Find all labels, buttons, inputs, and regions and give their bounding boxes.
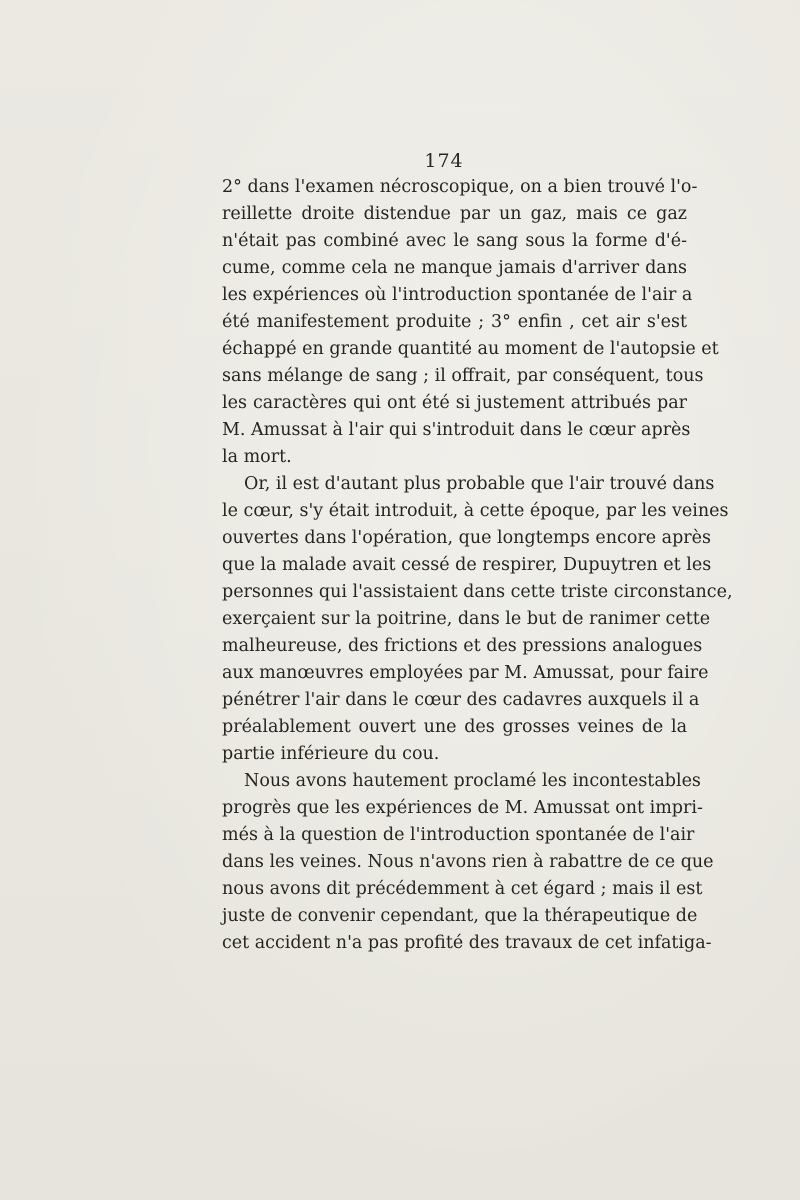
text-line: que la malade avait cessé de respirer, Dupuytren et les xyxy=(222,555,712,575)
text-line: cume, comme cela ne manque jamais d'arriver dans xyxy=(222,258,687,278)
text-line: personnes qui l'assistaient dans cette triste circonstance, xyxy=(222,582,733,602)
text-line: més à la question de l'introduction spontanée de l'air xyxy=(222,825,695,845)
text-line: nous avons dit précédemment à cet égard ; mais il est xyxy=(222,879,703,899)
text-line: aux manœuvres employées par M. Amussat, pour faire xyxy=(222,663,709,683)
text-line: les expériences où l'introduction spontanée de l'air a xyxy=(222,285,693,305)
text-line: la mort. xyxy=(222,447,292,467)
page-number: 174 xyxy=(424,150,464,172)
text-line: le cœur, s'y était introduit, à cette époque, par les veines xyxy=(222,501,729,521)
text-line: ouvertes dans l'opération, que longtemps encore après xyxy=(222,528,711,548)
text-line: les caractères qui ont été si justement attribués par xyxy=(222,393,687,413)
text-line: 2° dans l'examen nécroscopique, on a bien trouvé l'o- xyxy=(222,177,698,197)
text-line: préalablement ouvert une des grosses veines de la xyxy=(222,717,687,737)
text-line: pénétrer l'air dans le cœur des cadavres auxquels il a xyxy=(222,690,700,710)
text-line: échappé en grande quantité au moment de l'autopsie et xyxy=(222,339,719,359)
text-line: malheureuse, des frictions et des pressions analogues xyxy=(222,636,703,656)
text-line: progrès que les expériences de M. Amussat ont impri- xyxy=(222,798,703,818)
text-line: reillette droite distendue par un gaz, mais ce gaz xyxy=(222,204,687,224)
text-line: dans les veines. Nous n'avons rien à rabattre de ce que xyxy=(222,852,714,872)
text-line: juste de convenir cependant, que la thérapeutique de xyxy=(222,906,698,926)
text-line: M. Amussat à l'air qui s'introduit dans le cœur après xyxy=(222,420,691,440)
body-text xyxy=(222,174,733,957)
text-line: sans mélange de sang ; il offrait, par conséquent, tous xyxy=(222,366,704,386)
text-line: n'était pas combiné avec le sang sous la forme d'é- xyxy=(222,231,687,251)
text-line: partie inférieure du cou. xyxy=(222,744,440,764)
paragraph-start-line: Nous avons hautement proclamé les incontestables xyxy=(244,771,701,791)
text-line: exerçaient sur la poitrine, dans le but de ranimer cette xyxy=(222,609,711,629)
text-line: été manifestement produite ; 3° enfin , cet air s'est xyxy=(222,312,687,332)
paragraph-start-line: Or, il est d'autant plus probable que l'air trouvé dans xyxy=(244,474,715,494)
text-line: cet accident n'a pas profité des travaux de cet infatiga- xyxy=(222,933,712,953)
